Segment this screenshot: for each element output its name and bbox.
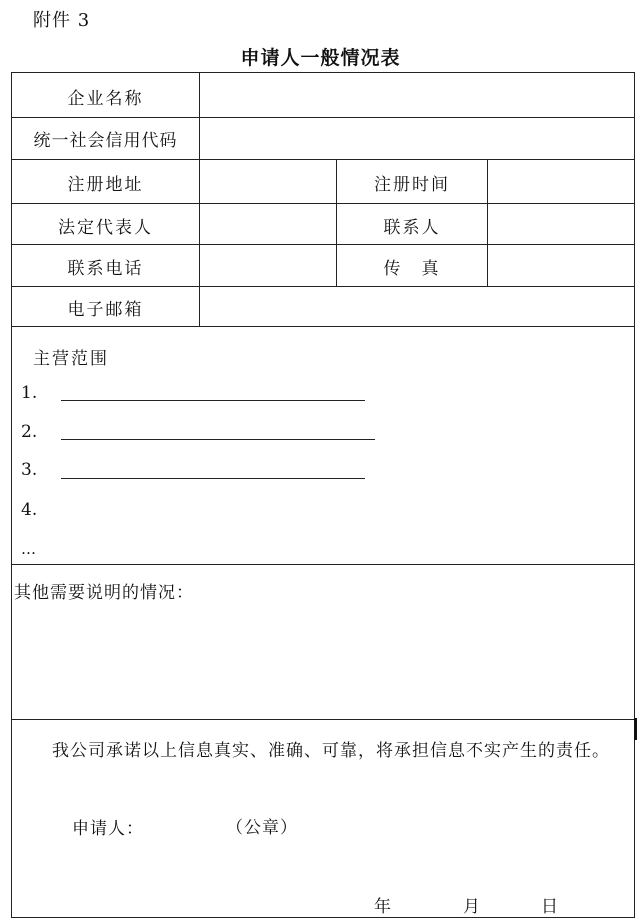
scope-item-number: 1. bbox=[21, 383, 38, 403]
legal-rep-label: 法定代表人 bbox=[58, 218, 153, 238]
scope-item-line[interactable] bbox=[61, 478, 365, 479]
email-field[interactable] bbox=[200, 287, 634, 326]
scope-item-line[interactable] bbox=[61, 439, 375, 440]
contact-person-field[interactable] bbox=[488, 204, 634, 244]
date-year-label: 年 bbox=[374, 897, 391, 917]
fax-field[interactable] bbox=[488, 245, 634, 286]
phone-label: 联系电话 bbox=[67, 259, 144, 279]
email-label: 电子邮箱 bbox=[67, 300, 144, 320]
attachment-label: 附件 3 bbox=[33, 10, 91, 31]
date-day-label: 日 bbox=[541, 897, 558, 917]
scope-item-number: 4. bbox=[21, 500, 38, 520]
reg-address-label: 注册地址 bbox=[67, 175, 144, 195]
credit-code-field[interactable] bbox=[200, 118, 634, 159]
scope-item-number: 2. bbox=[21, 422, 38, 442]
business-scope-title: 主营范围 bbox=[33, 349, 109, 369]
reg-address-field[interactable] bbox=[200, 160, 336, 203]
scope-item-line[interactable] bbox=[61, 400, 365, 401]
scope-item-number: 3. bbox=[21, 460, 38, 480]
other-remarks-field[interactable] bbox=[12, 603, 634, 718]
reg-time-field[interactable] bbox=[488, 160, 634, 203]
applicant-info-form bbox=[11, 72, 635, 918]
row-divider bbox=[12, 326, 634, 327]
date-month-label: 月 bbox=[463, 897, 480, 917]
reg-time-label: 注册时间 bbox=[374, 175, 450, 195]
phone-field[interactable] bbox=[200, 245, 336, 286]
applicant-label: 申请人： bbox=[72, 819, 144, 839]
commitment-statement: 我公司承诺以上信息真实、准确、可靠，将承担信息不实产生的责任。 bbox=[52, 741, 610, 761]
company-name-field[interactable] bbox=[200, 73, 634, 117]
row-divider bbox=[12, 719, 634, 720]
legal-rep-field[interactable] bbox=[200, 204, 336, 244]
scope-more-ellipsis: … bbox=[21, 540, 36, 558]
official-seal-label: （公章） bbox=[226, 818, 298, 838]
contact-person-label: 联系人 bbox=[383, 218, 441, 238]
company-name-label: 企业名称 bbox=[67, 89, 144, 109]
credit-code-label: 统一社会信用代码 bbox=[33, 131, 178, 151]
form-title: 申请人一般情况表 bbox=[240, 47, 401, 69]
page-edge-mark bbox=[634, 718, 637, 740]
row-divider bbox=[12, 564, 634, 565]
fax-label: 传 真 bbox=[383, 259, 441, 279]
other-remarks-label: 其他需要说明的情况： bbox=[14, 583, 194, 603]
